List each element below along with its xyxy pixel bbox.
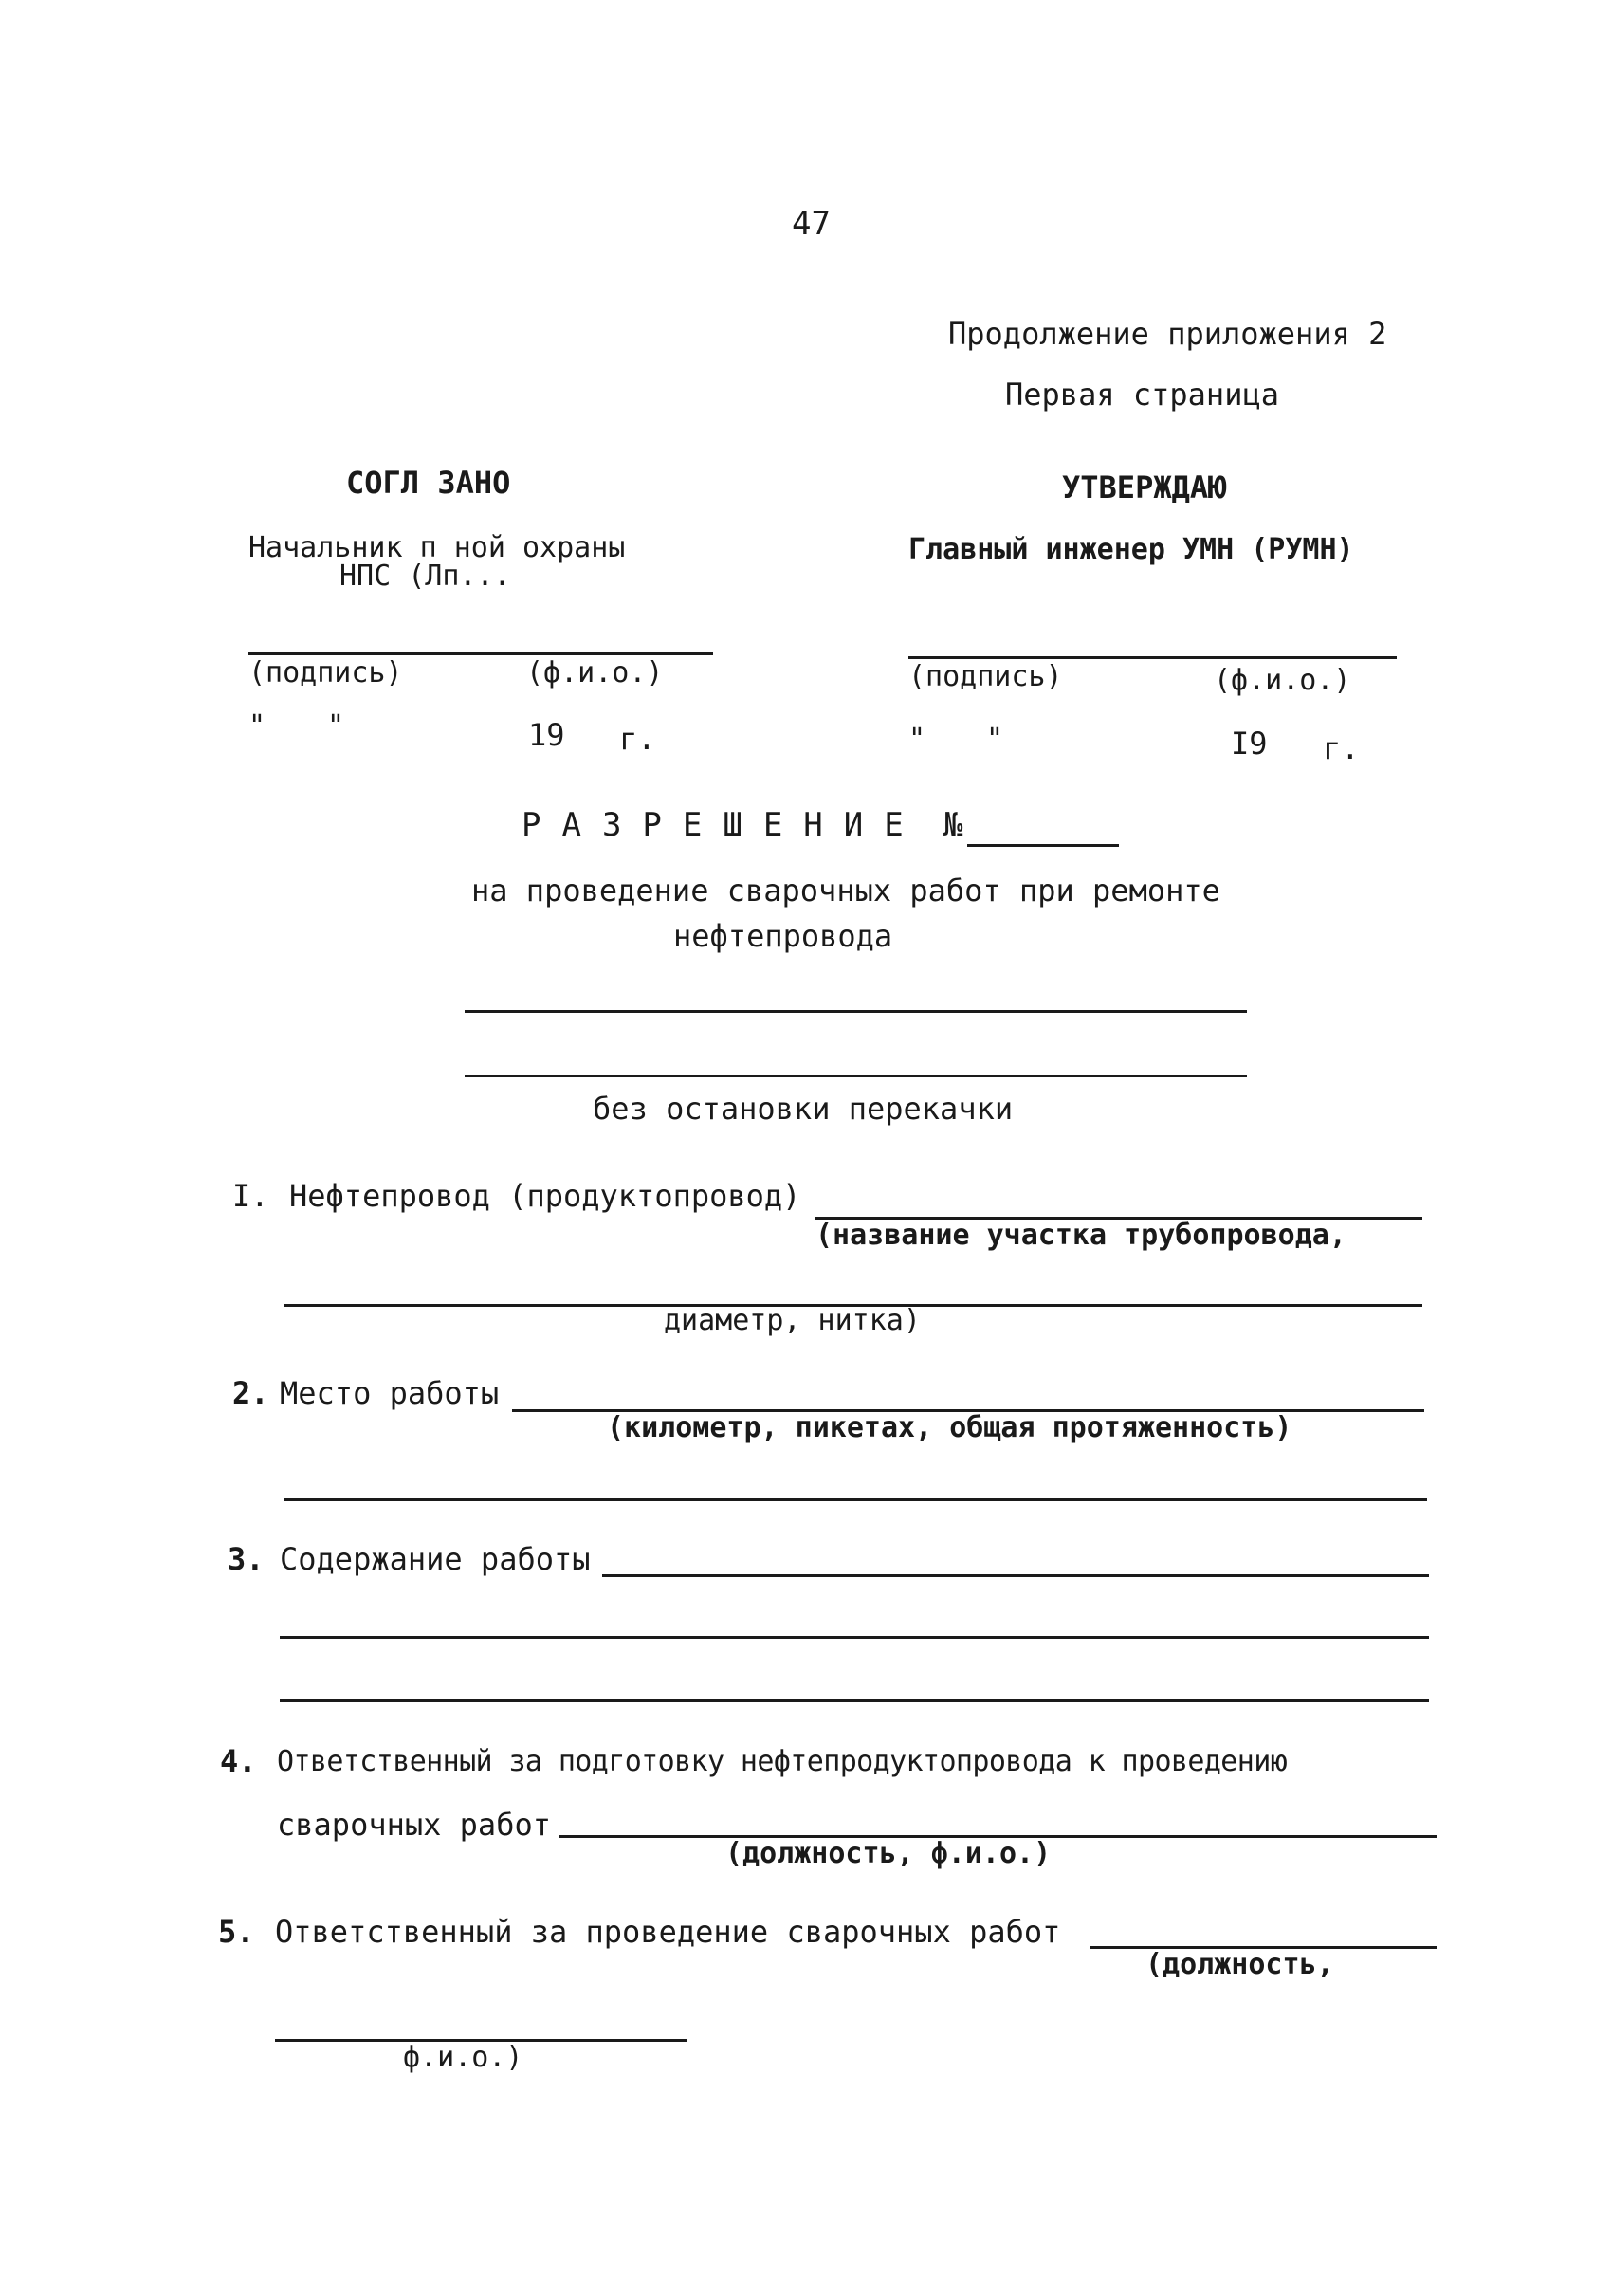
approved-year: I9 xyxy=(1231,726,1268,762)
item-5-number: 5. xyxy=(218,1914,255,1950)
page-label: Первая страница xyxy=(1005,377,1279,413)
document-title: РАЗРЕШЕНИЕ xyxy=(522,806,925,844)
agreed-heading: СОГЛ ЗАНО xyxy=(346,465,511,501)
approved-sign-line xyxy=(908,656,1397,659)
item-3-field-line xyxy=(602,1574,1429,1577)
item-3-number: 3. xyxy=(228,1541,265,1577)
title-line-3: без остановки перекачки xyxy=(593,1091,1014,1127)
item-3-field-line-2 xyxy=(280,1636,1429,1639)
approved-quote-open: " xyxy=(908,723,926,756)
approved-year-suffix: г. xyxy=(1323,730,1360,766)
page-number: 47 xyxy=(792,205,831,243)
agreed-year: 19 xyxy=(528,717,565,753)
agreed-position: Начальник п ной охраны xyxy=(248,531,626,564)
item-2-field-line-2 xyxy=(284,1498,1427,1501)
approved-position: Главный инженер УМН (РУМН) xyxy=(908,533,1354,566)
item-4-label-2: сварочных работ xyxy=(277,1807,551,1843)
agreed-year-suffix: г. xyxy=(619,721,656,757)
title-line-1: на проведение сварочных работ при ремонте xyxy=(471,872,1220,909)
agreed-sign-line xyxy=(248,652,713,655)
appendix-label: Продолжение приложения 2 xyxy=(948,316,1387,352)
item-1-hint-2: диаметр, нитка) xyxy=(664,1304,921,1337)
item-3-field-line-3 xyxy=(280,1699,1429,1702)
item-1-hint-1: (название участка трубопровода, xyxy=(815,1219,1346,1252)
item-4-hint-1: (должность, ф.и.о.) xyxy=(725,1837,1052,1870)
agreed-quote-close: " xyxy=(327,709,345,743)
item-5-hint-2: ф.и.о.) xyxy=(403,2041,523,2074)
number-line xyxy=(967,844,1119,847)
item-5-hint-1: (должность, xyxy=(1145,1948,1334,1981)
agreed-name-label: (ф.и.о.) xyxy=(526,656,664,689)
agreed-org: НПС (Лп... xyxy=(339,560,511,593)
item-4-label: Ответственный за подготовку нефтепродуктопровода к проведению xyxy=(277,1745,1288,1778)
approved-quote-close: " xyxy=(986,723,1004,756)
approved-sign-label: (подпись) xyxy=(908,660,1063,693)
agreed-sign-label: (подпись) xyxy=(248,656,403,689)
item-1-label: Нефтепровод (продуктопровод) xyxy=(289,1178,801,1214)
approved-heading: УТВЕРЖДАЮ xyxy=(1062,469,1227,505)
approved-name-label: (ф.и.о.) xyxy=(1214,664,1351,697)
agreed-quote-open: " xyxy=(248,709,266,743)
item-5-label: Ответственный за проведение сварочных работ xyxy=(275,1914,1061,1950)
title-blank-line-1 xyxy=(465,1010,1247,1013)
item-2-hint-1: (километр, пикетах, общая протяженность) xyxy=(607,1411,1292,1444)
item-1-number: I. xyxy=(232,1178,269,1214)
item-2-label: Место работы xyxy=(280,1375,500,1411)
item-3-label: Содержание работы xyxy=(280,1541,591,1577)
item-4-number: 4. xyxy=(220,1743,257,1779)
title-line-2: нефтепровода xyxy=(673,918,893,954)
number-sign: № xyxy=(943,806,963,844)
item-2-number: 2. xyxy=(232,1375,269,1411)
title-blank-line-2 xyxy=(465,1075,1247,1077)
